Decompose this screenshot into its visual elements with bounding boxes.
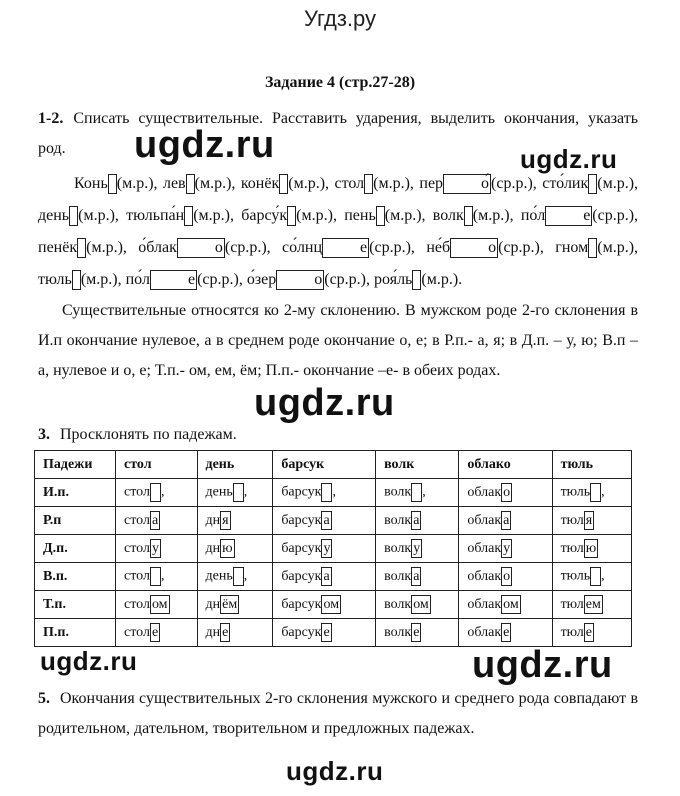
cell-stem: барсук: [281, 569, 322, 584]
watermark: ugdz.ru: [40, 646, 138, 676]
table-cell: [552, 619, 631, 647]
word-entry: [555, 239, 638, 256]
case-label: Д.п.: [35, 535, 116, 563]
cell-stem: тюль: [560, 568, 591, 584]
word-stem: пер: [419, 175, 444, 192]
table-cell: стол ,: [116, 479, 198, 507]
word-entry: [542, 175, 638, 192]
cell-stem: волк: [384, 484, 412, 500]
cell-ending: ём: [222, 597, 238, 612]
table-row: [35, 535, 632, 563]
cell-stem: дн: [205, 513, 221, 528]
cell-ending: е: [222, 625, 229, 640]
cell-ending: а: [503, 513, 510, 528]
cell-ending: ю: [585, 541, 597, 556]
cell-stem: тюл: [560, 597, 584, 612]
word-gender: (м.р.),: [194, 175, 236, 192]
table-header-cell: тюль: [552, 451, 631, 479]
word-stem: гном: [555, 239, 589, 256]
word-ending: [588, 238, 597, 258]
table-cell: [552, 507, 631, 535]
word-entry: [163, 175, 235, 192]
word-gender: (м.р.),: [384, 207, 426, 224]
case-label: Т.п.: [35, 591, 116, 619]
table-cell: тюль ,: [552, 563, 631, 591]
word-ending: [464, 206, 473, 226]
word-ending: о: [276, 270, 324, 290]
case-label: И.п.: [35, 479, 116, 507]
table-row: [35, 479, 632, 507]
word-ending: [186, 174, 195, 194]
word-gender: (м.р.),: [86, 239, 127, 256]
table-cell: [552, 535, 631, 563]
word-ending: [364, 174, 373, 194]
word-stem: пенёк: [38, 239, 78, 256]
table-cell: [273, 563, 376, 591]
cell-stem: день: [205, 484, 233, 500]
exercise-number: 5.: [38, 690, 50, 707]
cell-stem: дн: [205, 541, 221, 556]
word-entry: [38, 271, 122, 288]
cell-stem: барсук: [281, 597, 322, 612]
cell-ending: е: [151, 625, 159, 640]
cell-ending: а: [413, 569, 420, 584]
cell-stem: волк: [384, 541, 412, 556]
cell-ending: ем: [585, 597, 601, 612]
cell-ending: ом: [151, 597, 168, 612]
word-stem: Конь: [74, 175, 108, 192]
word-stem: по́л: [520, 207, 546, 224]
word-stem: тюльпа́н: [126, 207, 185, 224]
word-gender: (м.р.),: [472, 207, 514, 224]
table-cell: [273, 507, 376, 535]
cell-ending: у: [503, 541, 511, 556]
word-gender: (м.р.).: [421, 271, 463, 288]
table-cell: [273, 591, 376, 619]
cell-stem: стол: [124, 484, 150, 500]
cell-stem: стол: [124, 568, 150, 584]
cell-ending: [411, 483, 422, 502]
word-stem: сто́лик: [542, 175, 589, 192]
word-gender: (ср.р.),: [369, 239, 415, 256]
cell-ending: а: [413, 513, 420, 528]
table-cell: [459, 479, 552, 507]
cell-ending: я: [585, 513, 593, 528]
word-gender: (ср.р.),: [324, 271, 371, 288]
site-header: Угдз.ру: [303, 6, 377, 31]
table-cell: [197, 619, 273, 647]
word-stem: конёк: [240, 175, 280, 192]
word-gender: (м.р.),: [296, 207, 337, 224]
cell-ending: а: [323, 513, 330, 528]
exercise-5-text: Окончания существительных 2-го склонения мужского и среднего рода совпадают в родительном, дательном, творительном и предложных падежах.: [38, 690, 638, 737]
table-row: [35, 591, 632, 619]
table-cell: [459, 507, 552, 535]
instruction-text: Просклонять по падежам.: [60, 426, 237, 443]
table-cell: [116, 591, 198, 619]
cell-stem: барсук: [281, 541, 322, 556]
cell-ending: у: [323, 541, 331, 556]
word-ending: [77, 238, 86, 258]
cell-stem: тюл: [560, 541, 584, 556]
word-stem: барсу́к: [241, 207, 288, 224]
table-cell: [376, 507, 459, 535]
table-row: [35, 507, 632, 535]
word-stem: тюль: [38, 271, 72, 288]
table-cell: день ,: [197, 479, 273, 507]
table-cell: [459, 591, 552, 619]
cell-ending: а: [323, 569, 330, 584]
cell-ending: [233, 567, 244, 586]
word-ending: е: [322, 238, 369, 258]
word-ending: [72, 270, 81, 290]
watermark: ugdz.ru: [134, 124, 275, 166]
cell-ending: [233, 483, 244, 502]
cell-ending: ом: [503, 597, 519, 612]
cell-stem: волк: [384, 513, 412, 528]
cell-ending: о: [503, 569, 511, 584]
word-stem: роя́ль: [374, 271, 413, 288]
word-ending: о́: [443, 174, 491, 194]
cell-stem: облак: [467, 597, 502, 612]
word-gender: (м.р.),: [597, 239, 639, 256]
instruction-text: Списать существительные. Расставить ударения, выделить окончания, указать род.: [38, 110, 638, 157]
word-ending: [69, 206, 78, 226]
cell-ending: е: [323, 625, 330, 640]
table-cell: [459, 563, 552, 591]
word-entry: [334, 175, 413, 192]
word-ending: [287, 206, 296, 226]
table-cell: [459, 535, 552, 563]
word-ending: [376, 206, 385, 226]
cell-ending: о: [503, 485, 511, 500]
cell-ending: ю: [222, 541, 233, 556]
cell-ending: ом: [413, 597, 429, 612]
cell-stem: облак: [467, 625, 502, 640]
word-entry: [38, 239, 127, 256]
word-entry: [38, 207, 119, 224]
word-ending: [184, 206, 193, 226]
table-cell: стол ,: [116, 563, 198, 591]
watermark: ugdz.ru: [286, 756, 384, 786]
declension-summary: Существительные относятся ко 2-му склонению. В мужском роде 2-го склонения в И.п окончание нулевое, а в среднем роде окончание о, е; в Р.п.- а, я; в Д.п. – у, ю; В.п – а, нулевое и о, е; Т.п.- ом, ем, ём; П.п.- окончание –е- в обеих родах.: [38, 302, 638, 379]
word-stem: по́л: [125, 271, 150, 288]
table-cell: [376, 619, 459, 647]
word-gender: (м.р.),: [78, 207, 119, 224]
cell-stem: дн: [205, 597, 221, 612]
table-header-cell: волк: [376, 451, 459, 479]
cell-ending: у: [151, 541, 159, 556]
word-gender: (м.р.),: [116, 175, 158, 192]
word-entry: [241, 175, 329, 192]
cell-stem: волк: [384, 625, 412, 640]
table-cell: [116, 507, 198, 535]
table-cell: [376, 591, 459, 619]
table-cell: [116, 535, 198, 563]
watermark: ugdz.ru: [254, 382, 395, 424]
cell-stem: волк: [384, 569, 412, 584]
cell-ending: [590, 567, 601, 586]
word-entry: [344, 207, 425, 224]
word-ending: о: [450, 238, 498, 258]
word-entry: [126, 207, 234, 224]
table-cell: [273, 619, 376, 647]
cell-stem: тюл: [560, 625, 584, 640]
cell-stem: день: [205, 568, 233, 584]
word-entry: [247, 271, 370, 288]
word-gender: (ср.р.),: [592, 207, 639, 224]
word-entry: [138, 239, 270, 256]
word-ending: [279, 174, 288, 194]
watermark: ugdz.ru: [472, 644, 613, 686]
word-gender: (ср.р.),: [498, 239, 544, 256]
table-header-row: [35, 451, 632, 479]
word-entry: [126, 271, 243, 288]
table-cell: [197, 591, 273, 619]
word-entry: [282, 239, 415, 256]
word-gender: (ср.р.),: [491, 175, 537, 192]
word-entry: [374, 271, 462, 288]
cell-stem: облак: [467, 569, 502, 584]
word-stem: о́зер: [246, 271, 277, 288]
cell-stem: тюль: [560, 484, 591, 500]
cell-ending: [590, 483, 601, 502]
table-header-cell: облако: [459, 451, 552, 479]
cell-stem: стол: [124, 597, 150, 612]
table-cell: [273, 535, 376, 563]
cell-stem: барсук: [281, 484, 322, 500]
word-entry: [419, 175, 536, 192]
cell-stem: дн: [205, 625, 221, 640]
word-entry: [74, 175, 158, 192]
word-gender: (ср.р.),: [224, 239, 271, 256]
word-entry: [241, 207, 337, 224]
cell-ending: [150, 567, 161, 586]
cell-ending: [321, 483, 332, 502]
word-gender: (м.р.),: [288, 175, 330, 192]
word-stem: волк: [432, 207, 464, 224]
exercise-5: [38, 684, 638, 744]
word-stem: пень: [344, 207, 376, 224]
word-entry: [433, 207, 514, 224]
watermark: ugdz.ru: [520, 144, 618, 174]
word-ending: [412, 270, 421, 290]
table-row: [35, 619, 632, 647]
cell-stem: тюл: [560, 513, 584, 528]
cell-stem: волк: [384, 597, 412, 612]
case-label: П.п.: [35, 619, 116, 647]
table-cell: день ,: [197, 563, 273, 591]
table-cell: барсук ,: [273, 479, 376, 507]
word-entry: [426, 239, 544, 256]
word-gender: (м.р.),: [193, 207, 234, 224]
word-stem: о́блак: [138, 239, 177, 256]
word-ending: е: [150, 270, 197, 290]
cell-stem: барсук: [281, 513, 322, 528]
case-label: Р.п: [35, 507, 116, 535]
word-stem: лев: [162, 175, 186, 192]
cell-ending: е: [503, 625, 510, 640]
table-cell: тюль ,: [552, 479, 631, 507]
word-list: [38, 168, 638, 296]
table-header-cell: стол: [116, 451, 198, 479]
table-cell: [552, 591, 631, 619]
cell-stem: облак: [467, 485, 502, 500]
word-stem: не́б: [426, 239, 451, 256]
task-title: Задание 4 (стр.27-28): [264, 74, 416, 91]
table-header-cell: день: [197, 451, 273, 479]
word-gender: (м.р.),: [80, 271, 122, 288]
table-cell: [376, 535, 459, 563]
cell-ending: а: [151, 513, 159, 528]
word-stem: день: [38, 207, 70, 224]
case-label: В.п.: [35, 563, 116, 591]
cell-ending: е: [585, 625, 592, 640]
word-ending: [108, 174, 117, 194]
cell-stem: стол: [124, 541, 150, 556]
word-gender: (ср.р.),: [197, 271, 243, 288]
table-cell: [459, 619, 552, 647]
table-cell: [376, 563, 459, 591]
word-stem: со́лнц: [282, 239, 323, 256]
cell-ending: [150, 483, 161, 502]
table-cell: волк ,: [376, 479, 459, 507]
word-stem: стол: [334, 175, 365, 192]
exercise-number: 1-2.: [38, 110, 64, 127]
cell-ending: е: [413, 625, 420, 640]
word-gender: (м.р.),: [373, 175, 414, 192]
cell-stem: барсук: [281, 625, 322, 640]
table-row: [35, 563, 632, 591]
table-cell: [116, 619, 198, 647]
word-ending: е: [545, 206, 592, 226]
table-cell: [197, 535, 273, 563]
cell-stem: облак: [467, 541, 502, 556]
word-ending: [588, 174, 597, 194]
cell-stem: облак: [467, 513, 502, 528]
cell-ending: ом: [323, 597, 340, 612]
cell-ending: я: [222, 513, 229, 528]
exercise-number: 3.: [38, 426, 50, 443]
cell-ending: у: [413, 541, 421, 556]
cell-stem: стол: [124, 513, 150, 528]
word-gender: (м.р.),: [597, 175, 639, 192]
declension-table: [34, 450, 632, 647]
table-header-cell: Падежи: [35, 451, 116, 479]
word-ending: о: [177, 238, 225, 258]
table-cell: [197, 507, 273, 535]
cell-stem: стол: [124, 625, 150, 640]
word-entry: [521, 207, 638, 224]
table-header-cell: барсук: [273, 451, 376, 479]
